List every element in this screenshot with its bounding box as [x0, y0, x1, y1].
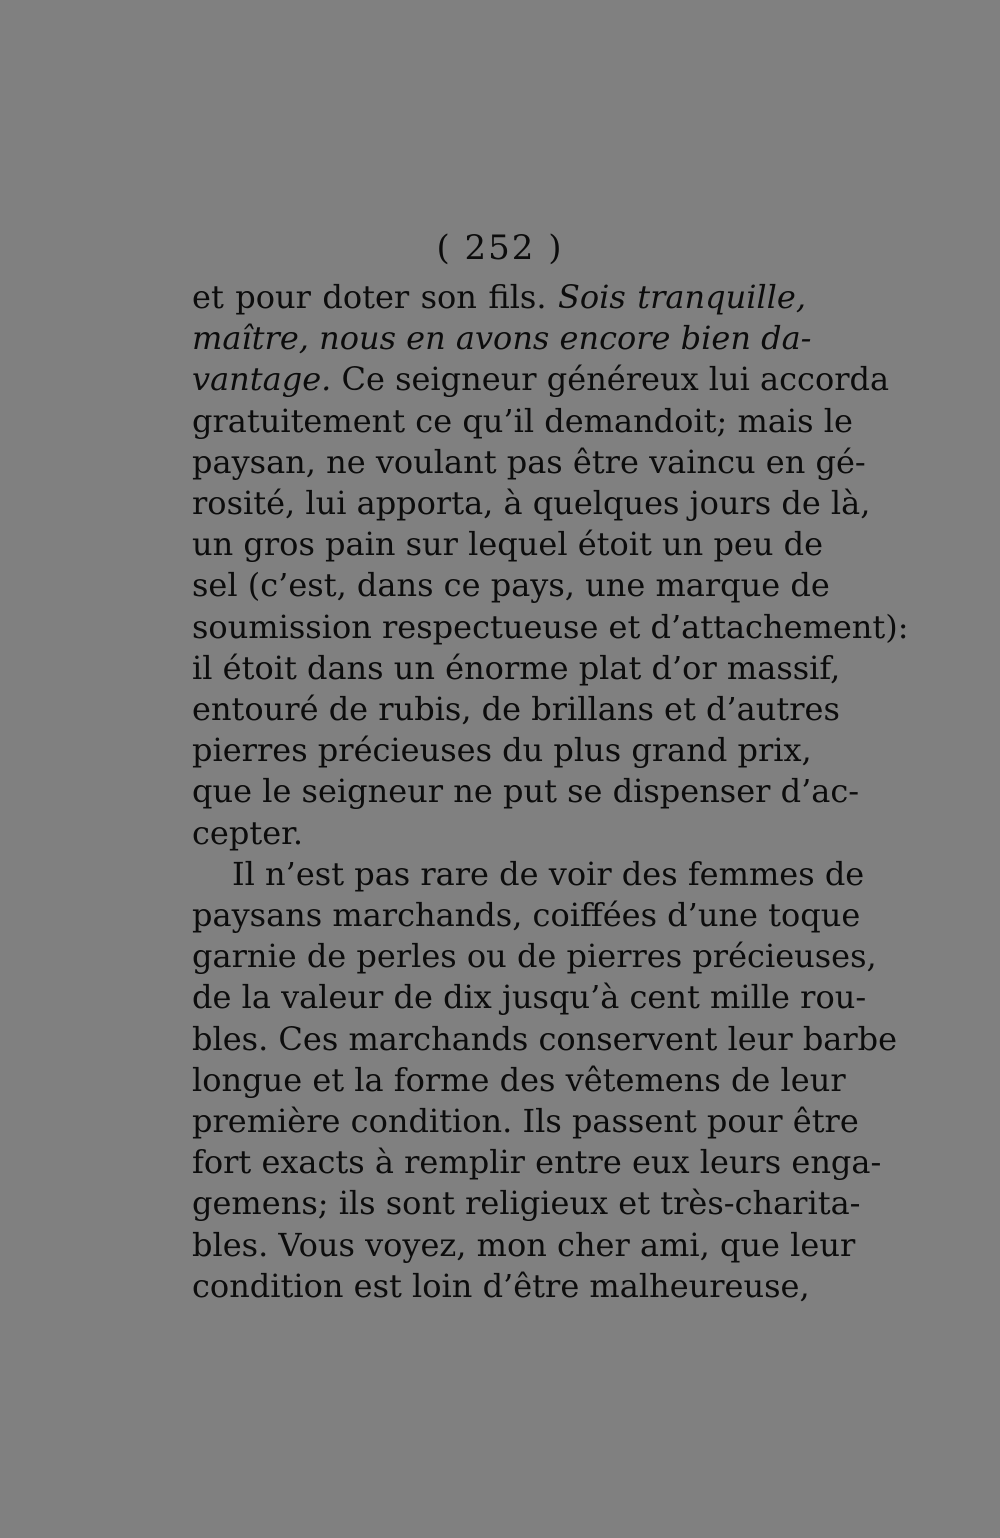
text-segment: cepter.: [192, 814, 304, 852]
text-line: [192, 1019, 898, 1060]
text-line: [192, 689, 840, 730]
text-segment: bles. Vous voyez, mon cher ami, que leur: [192, 1226, 856, 1264]
text-line: [192, 730, 812, 771]
text-line: [192, 524, 824, 565]
text-segment: condition est loin d’être malheureuse,: [192, 1267, 810, 1305]
text-segment: soumission respectueuse et d’attachement):: [192, 608, 909, 646]
text-line: [192, 936, 877, 977]
text-line: [192, 648, 841, 689]
text-segment: paysan, ne voulant pas être vaincu en gé-: [192, 443, 866, 481]
text-segment: longue et la forme des vêtemens de leur: [192, 1061, 846, 1099]
text-line: [192, 771, 860, 812]
text-segment: gemens; ils sont religieux et très-charita-: [192, 1184, 861, 1222]
text-line: [192, 1225, 856, 1266]
text-line: [192, 483, 871, 524]
text-line: [192, 977, 867, 1018]
text-segment: première condition. Ils passent pour être: [192, 1102, 859, 1140]
text-segment: Ce seigneur généreux lui accorda: [331, 360, 890, 398]
text-segment: paysans marchands, coiffées d’une toque: [192, 896, 861, 934]
text-segment: gratuitement ce qu’il demandoit; mais le: [192, 402, 853, 440]
text-segment: garnie de perles ou de pierres précieuses,: [192, 937, 877, 975]
italic-text: maître, nous en avons encore bien da-: [192, 319, 812, 357]
text-segment: Il n’est pas rare de voir des femmes de: [232, 855, 865, 893]
text-line: [192, 401, 853, 442]
text-line: [192, 607, 909, 648]
italic-text: vantage.: [192, 360, 332, 398]
text-segment: un gros pain sur lequel étoit un peu de: [192, 525, 824, 563]
text-line: [192, 813, 806, 854]
text-line: [192, 1142, 882, 1183]
text-line: [192, 277, 806, 318]
text-line: [192, 1060, 846, 1101]
text-line: [192, 318, 812, 359]
text-line: [192, 854, 865, 895]
italic-text: Sois tranquille,: [557, 278, 807, 316]
text-segment: que le seigneur ne put se dispenser d’ac-: [192, 772, 860, 810]
text-segment: pierres précieuses du plus grand prix,: [192, 731, 812, 769]
page-number: ( 252 ): [436, 228, 564, 268]
text-line: [192, 895, 861, 936]
text-segment: fort exacts à remplir entre eux leurs enga-: [192, 1143, 882, 1181]
text-segment: il étoit dans un énorme plat d’or massif,: [192, 649, 841, 687]
text-line: [192, 1183, 861, 1224]
text-segment: bles. Ces marchands conservent leur barbe: [192, 1020, 898, 1058]
text-segment: entouré de rubis, de brillans et d’autres: [192, 690, 840, 728]
text-line: [192, 1101, 859, 1142]
text-segment: et pour doter son fils.: [192, 278, 558, 316]
text-segment: sel (c’est, dans ce pays, une marque de: [192, 566, 830, 604]
text-line: [192, 442, 866, 483]
text-segment: de la valeur de dix jusqu’à cent mille rou-: [192, 978, 867, 1016]
text-line: [192, 359, 890, 400]
text-line: [192, 1266, 810, 1307]
text-line: [192, 565, 830, 606]
text-segment: rosité, lui apporta, à quelques jours de là,: [192, 484, 871, 522]
